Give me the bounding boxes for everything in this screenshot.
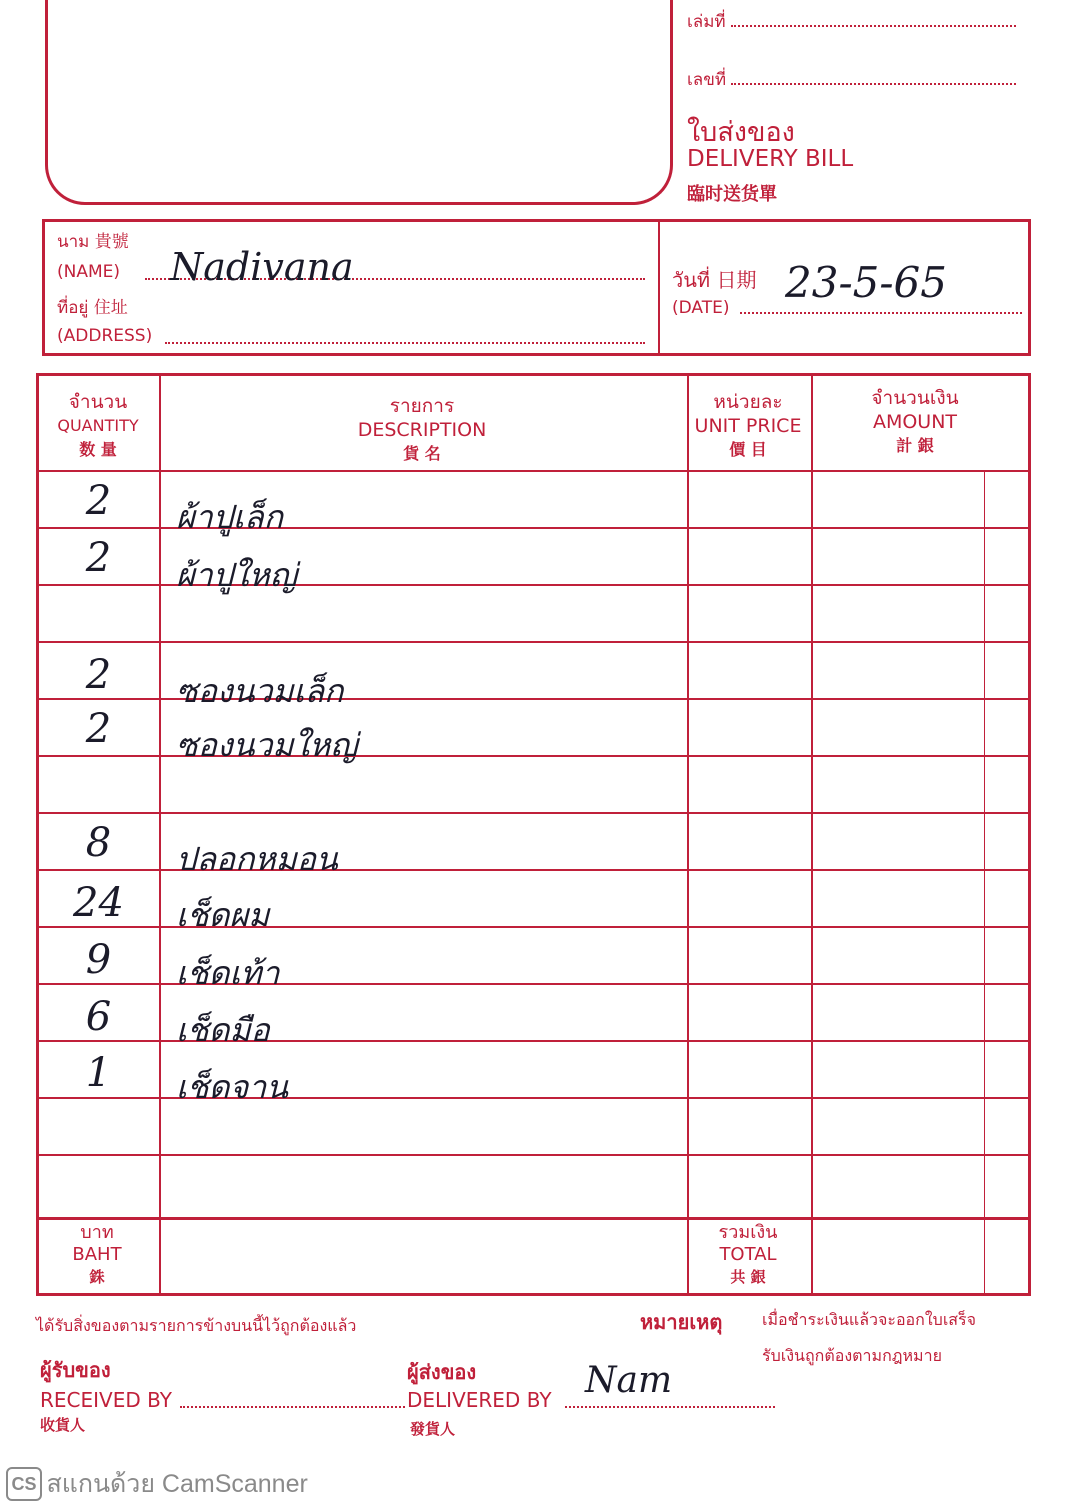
header-quantity-cn: 数 量 [79,440,117,459]
name-label-thai: นาม 貴號 [57,232,129,252]
header-unit-price-en: UNIT PRICE [694,415,802,437]
remark-text-1: เมื่อชำระเงินแล้วจะออกใบเสร็จ [762,1310,977,1329]
received-note: ได้รับสิ่งของตามรายการข้างบนนี้ไว้ถูกต้องแล้ว [36,1316,357,1335]
row-desc: ซองนวมเล็ก [176,672,344,710]
book-no-field [687,12,1027,32]
book-no-label: เล่มที่ [687,12,726,32]
header-amount-cn: 計 銀 [896,436,934,455]
row-qty: 2 [85,706,112,752]
header-unit-price-cn: 價 目 [729,440,767,459]
footer-total [686,1222,810,1288]
footer-baht-cn: 銖 [89,1268,105,1286]
header-amount-thai: จำนวนเงิน [871,387,959,409]
header-description-en: DESCRIPTION [357,419,487,441]
header-unit-price [686,390,810,462]
receiver-thai: ผู้รับของ [40,1358,111,1382]
header-unit-price-thai: หน่วยละ [713,391,783,413]
row-desc: ปลอกหมอน [176,840,338,878]
row-desc: ผ้าปูใหญ่ [176,556,298,594]
title-en: DELIVERY BILL [687,146,854,172]
footer-total-thai: รวมเงิน [718,1222,778,1243]
receiver-line [180,1406,405,1408]
remark-text-2: รับเงินถูกต้องตามกฎหมาย [762,1346,942,1365]
row-qty: 8 [85,820,112,866]
row-desc: เช็ดเท้า [176,954,280,992]
header-quantity [38,390,158,462]
row-qty: 6 [85,994,112,1040]
row-desc: ซองนวมใหญ่ [176,726,358,764]
name-label-en: (NAME) [57,262,121,282]
row-desc: เช็ดมือ [176,1011,270,1049]
sender-line [565,1406,775,1408]
address-line [165,342,645,344]
header-description-thai: รายการ [389,395,455,417]
number-field [687,70,1027,90]
footer-total-cn: 共 銀 [730,1268,766,1286]
camscanner-logo: CS [6,1467,42,1501]
camscanner-text: สแกนด้วย CamScanner [46,1470,308,1498]
row-qty: 9 [85,937,112,983]
footer-baht-thai: บาท [80,1222,114,1243]
footer-total-en: TOTAL [719,1244,777,1265]
footer-baht [38,1222,156,1288]
number-label: เลขที่ [687,70,727,90]
stamp-box [45,0,673,205]
remark-label: หมายเหตุ [640,1310,723,1334]
header-description [158,394,686,466]
sender-value: Nam [585,1360,673,1401]
sender-en: DELIVERED BY [407,1388,552,1412]
row-desc: เช็ดจาน [176,1068,289,1106]
header-quantity-thai: จำนวน [68,391,128,413]
camscanner-watermark [6,1464,308,1500]
sender-cn: 發貨人 [410,1420,456,1438]
sender-thai: ผู้ส่งของ [407,1360,477,1384]
row-qty: 2 [85,535,112,581]
title-cn: 臨时送货單 [687,184,777,205]
address-label-en: (ADDRESS) [57,326,153,346]
address-label-thai: ที่อยู่ 住址 [57,298,128,318]
header-description-cn: 貨 名 [403,444,441,463]
row-qty: 24 [73,880,124,926]
row-qty: 2 [85,478,112,524]
date-label-en: (DATE) [672,298,730,318]
header-amount-en: AMOUNT [872,411,958,433]
row-desc: ผ้าปูเล็ก [176,498,283,536]
name-value: Nadivana [170,245,354,289]
row-qty: 2 [85,652,112,698]
date-value: 23-5-65 [785,258,947,307]
receiver-cn: 收貨人 [40,1416,86,1434]
row-qty: 1 [85,1050,112,1096]
receiver-en: RECEIVED BY [40,1388,172,1412]
date-line [740,312,1022,314]
title-thai: ใบส่งของ [687,117,795,148]
row-desc: เช็ดผม [176,896,270,934]
header-quantity-en: QUANTITY [57,416,139,435]
header-amount [810,386,1020,458]
item-rows [36,470,1031,1211]
date-label-thai: วันที่ 日期 [672,268,757,292]
footer-baht-en: BAHT [72,1244,122,1265]
